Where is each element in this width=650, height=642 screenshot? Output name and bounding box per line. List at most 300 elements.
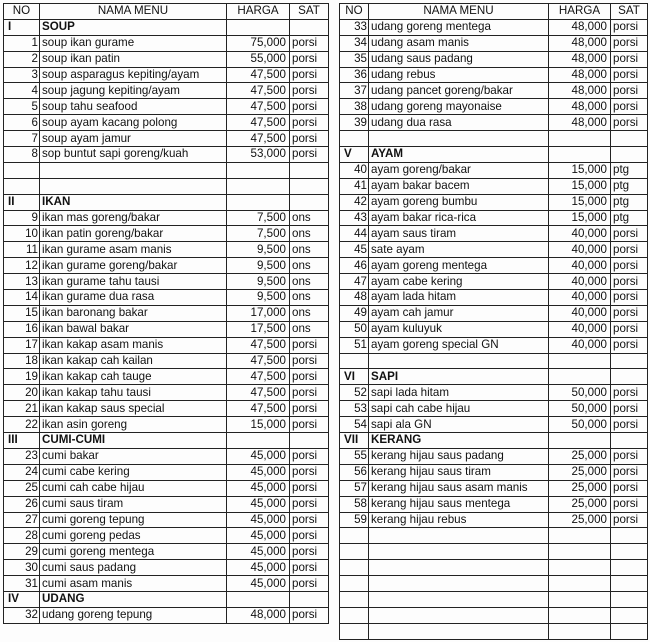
item-price: 47,500 [227, 67, 290, 83]
empty-cell [611, 131, 648, 147]
item-number: 42 [340, 194, 369, 210]
table-row [4, 290, 329, 306]
item-number: 3 [4, 67, 40, 83]
item-unit: porsi [290, 115, 329, 131]
item-price: 25,000 [549, 496, 611, 512]
section-number: II [4, 194, 40, 210]
item-price: 40,000 [549, 321, 611, 337]
item-number: 51 [340, 337, 369, 353]
item-unit: porsi [290, 99, 329, 115]
item-number: 47 [340, 274, 369, 290]
item-unit: porsi [611, 337, 648, 353]
item-price: 47,500 [227, 337, 290, 353]
item-number: 53 [340, 401, 369, 417]
table-row [340, 448, 648, 464]
item-unit: ptg [611, 194, 648, 210]
table-row [4, 35, 329, 51]
item-unit: porsi [611, 51, 648, 67]
table-row [4, 464, 329, 480]
item-name: ikan bawal bakar [40, 321, 227, 337]
item-number: 16 [4, 321, 40, 337]
empty-cell [340, 528, 369, 544]
item-name: cumi cah cabe hijau [40, 480, 227, 496]
empty-cell [340, 576, 369, 592]
empty-cell [227, 433, 290, 449]
item-unit: porsi [611, 401, 648, 417]
empty-cell [340, 353, 369, 369]
section-title: SOUP [40, 19, 227, 35]
item-price: 50,000 [549, 417, 611, 433]
empty-cell [549, 147, 611, 163]
item-name: ayam saus tiram [369, 226, 549, 242]
item-price: 45,000 [227, 448, 290, 464]
item-price: 40,000 [549, 305, 611, 321]
menu-table [339, 3, 648, 640]
table-row [4, 321, 329, 337]
item-price: 47,500 [227, 83, 290, 99]
section-number: VII [340, 433, 369, 449]
empty-cell [549, 528, 611, 544]
empty-cell [611, 623, 648, 639]
table-row [340, 385, 648, 401]
item-unit: ons [290, 258, 329, 274]
table-row [4, 226, 329, 242]
item-name: kerang hijau saus padang [369, 448, 549, 464]
table-row [340, 512, 648, 528]
empty-cell [369, 544, 549, 560]
item-price: 48,000 [549, 83, 611, 99]
item-name: soup ayam jamur [40, 131, 227, 147]
item-name: cumi saus tiram [40, 496, 227, 512]
table-row [340, 464, 648, 480]
item-unit: porsi [611, 496, 648, 512]
item-name: ikan baronang bakar [40, 305, 227, 321]
item-price: 15,000 [549, 210, 611, 226]
item-unit: ptg [611, 178, 648, 194]
table-row [4, 83, 329, 99]
item-name: soup ikan gurame [40, 35, 227, 51]
item-number: 38 [340, 99, 369, 115]
item-name: soup tahu seafood [40, 99, 227, 115]
item-name: cumi bakar [40, 448, 227, 464]
item-name: cumi asam manis [40, 576, 227, 592]
table-row [4, 51, 329, 67]
item-number: 13 [4, 274, 40, 290]
item-price: 7,500 [227, 210, 290, 226]
empty-cell [290, 178, 329, 194]
empty-cell [369, 353, 549, 369]
table-row [340, 19, 648, 35]
item-number: 5 [4, 99, 40, 115]
item-price: 25,000 [549, 512, 611, 528]
section-number: III [4, 433, 40, 449]
empty-cell [340, 560, 369, 576]
empty-cell [290, 19, 329, 35]
item-unit: porsi [290, 51, 329, 67]
item-name: kerang hijau saus mentega [369, 496, 549, 512]
menu-table-body [4, 19, 329, 623]
item-name: ikan kakap tahu tausi [40, 385, 227, 401]
header-menu: NAMA MENU [369, 4, 549, 20]
item-price: 15,000 [227, 417, 290, 433]
item-number: 15 [4, 305, 40, 321]
item-unit: porsi [611, 305, 648, 321]
item-price: 48,000 [549, 115, 611, 131]
item-unit: porsi [611, 274, 648, 290]
item-name: udang saus padang [369, 51, 549, 67]
item-price: 25,000 [549, 448, 611, 464]
item-number: 57 [340, 480, 369, 496]
item-number: 19 [4, 369, 40, 385]
item-price: 9,500 [227, 274, 290, 290]
table-row [4, 258, 329, 274]
table-row [4, 115, 329, 131]
item-price: 47,500 [227, 353, 290, 369]
item-name: sate ayam [369, 242, 549, 258]
item-number: 25 [4, 480, 40, 496]
item-price: 48,000 [549, 35, 611, 51]
item-unit: porsi [290, 131, 329, 147]
empty-cell [369, 576, 549, 592]
item-unit: porsi [290, 544, 329, 560]
item-unit: porsi [290, 576, 329, 592]
empty-cell [227, 178, 290, 194]
item-name: udang pancet goreng/bakar [369, 83, 549, 99]
item-name: udang dua rasa [369, 115, 549, 131]
blank-row [340, 591, 648, 607]
blank-row [4, 162, 329, 178]
empty-cell [549, 591, 611, 607]
empty-cell [611, 544, 648, 560]
item-name: ikan kakap saus special [40, 401, 227, 417]
item-price: 45,000 [227, 544, 290, 560]
item-number: 6 [4, 115, 40, 131]
table-row [340, 194, 648, 210]
item-name: udang asam manis [369, 35, 549, 51]
table-row [340, 417, 648, 433]
empty-cell [40, 178, 227, 194]
empty-cell [290, 433, 329, 449]
item-number: 10 [4, 226, 40, 242]
item-unit: ptg [611, 210, 648, 226]
item-unit: porsi [611, 115, 648, 131]
header-unit: SAT [611, 4, 648, 20]
item-number: 7 [4, 131, 40, 147]
item-unit: porsi [290, 448, 329, 464]
item-name: ikan kakap asam manis [40, 337, 227, 353]
empty-cell [611, 607, 648, 623]
item-unit: porsi [611, 19, 648, 35]
empty-cell [290, 591, 329, 607]
item-name: ikan asin goreng [40, 417, 227, 433]
item-number: 24 [4, 464, 40, 480]
table-row [4, 337, 329, 353]
header-price: HARGA [549, 4, 611, 20]
item-number: 26 [4, 496, 40, 512]
empty-cell [549, 560, 611, 576]
table-row [340, 226, 648, 242]
item-name: ayam goreng mentega [369, 258, 549, 274]
table-row [4, 528, 329, 544]
table-header-row [4, 4, 329, 20]
table-row [340, 178, 648, 194]
item-name: ikan gurame goreng/bakar [40, 258, 227, 274]
table-row [4, 401, 329, 417]
empty-cell [611, 369, 648, 385]
table-row [340, 290, 648, 306]
empty-cell [340, 131, 369, 147]
item-unit: ons [290, 290, 329, 306]
item-price: 25,000 [549, 464, 611, 480]
item-unit: ons [290, 305, 329, 321]
item-name: ikan patin goreng/bakar [40, 226, 227, 242]
header-menu: NAMA MENU [40, 4, 227, 20]
empty-cell [290, 194, 329, 210]
header-no: NO [4, 4, 40, 20]
table-row [340, 67, 648, 83]
menu-table-right [339, 3, 647, 640]
item-name: udang goreng mentega [369, 19, 549, 35]
empty-cell [611, 147, 648, 163]
table-row [4, 544, 329, 560]
table-row [4, 512, 329, 528]
item-unit: porsi [611, 290, 648, 306]
table-row [340, 162, 648, 178]
empty-cell [549, 353, 611, 369]
table-row [340, 242, 648, 258]
item-name: ikan gurame asam manis [40, 242, 227, 258]
item-unit: ons [290, 226, 329, 242]
empty-cell [549, 544, 611, 560]
blank-row [340, 623, 648, 639]
table-row [340, 51, 648, 67]
table-row [4, 210, 329, 226]
blank-row [340, 131, 648, 147]
section-number: I [4, 19, 40, 35]
item-name: udang goreng mayonaise [369, 99, 549, 115]
item-price: 50,000 [549, 401, 611, 417]
section-number: IV [4, 591, 40, 607]
menu-table [3, 3, 329, 624]
item-name: soup asparagus kepiting/ayam [40, 67, 227, 83]
item-unit: porsi [290, 528, 329, 544]
empty-cell [369, 560, 549, 576]
table-row [340, 258, 648, 274]
item-number: 44 [340, 226, 369, 242]
empty-cell [549, 369, 611, 385]
item-number: 49 [340, 305, 369, 321]
item-name: soup ikan patin [40, 51, 227, 67]
item-price: 45,000 [227, 496, 290, 512]
section-title: UDANG [40, 591, 227, 607]
empty-cell [290, 162, 329, 178]
item-price: 40,000 [549, 258, 611, 274]
item-name: kerang hijau rebus [369, 512, 549, 528]
item-number: 52 [340, 385, 369, 401]
item-number: 43 [340, 210, 369, 226]
empty-cell [549, 433, 611, 449]
table-row [340, 305, 648, 321]
table-header-row [340, 4, 648, 20]
item-number: 31 [4, 576, 40, 592]
item-price: 15,000 [549, 162, 611, 178]
item-number: 35 [340, 51, 369, 67]
item-name: ayam goreng bumbu [369, 194, 549, 210]
item-name: kerang hijau saus asam manis [369, 480, 549, 496]
table-row [340, 337, 648, 353]
item-price: 40,000 [549, 274, 611, 290]
empty-cell [549, 607, 611, 623]
table-row [4, 274, 329, 290]
empty-cell [549, 576, 611, 592]
item-number: 8 [4, 147, 40, 163]
item-price: 50,000 [549, 385, 611, 401]
item-name: ayam bakar bacem [369, 178, 549, 194]
empty-cell [549, 623, 611, 639]
item-name: sapi ala GN [369, 417, 549, 433]
item-price: 47,500 [227, 385, 290, 401]
item-number: 28 [4, 528, 40, 544]
item-number: 58 [340, 496, 369, 512]
item-number: 12 [4, 258, 40, 274]
item-price: 45,000 [227, 528, 290, 544]
item-unit: porsi [290, 480, 329, 496]
item-price: 40,000 [549, 337, 611, 353]
item-name: kerang hijau saus tiram [369, 464, 549, 480]
item-number: 17 [4, 337, 40, 353]
item-price: 55,000 [227, 51, 290, 67]
item-unit: porsi [611, 35, 648, 51]
item-unit: porsi [290, 401, 329, 417]
table-row [340, 496, 648, 512]
table-row [4, 369, 329, 385]
header-price: HARGA [227, 4, 290, 20]
item-name: cumi goreng mentega [40, 544, 227, 560]
empty-cell [611, 528, 648, 544]
item-name: udang rebus [369, 67, 549, 83]
item-price: 45,000 [227, 512, 290, 528]
item-unit: porsi [611, 448, 648, 464]
item-unit: porsi [611, 480, 648, 496]
item-name: ayam goreng special GN [369, 337, 549, 353]
item-name: cumi cabe kering [40, 464, 227, 480]
item-unit: ons [290, 321, 329, 337]
empty-cell [340, 591, 369, 607]
item-unit: porsi [290, 35, 329, 51]
section-header-row [4, 433, 329, 449]
item-unit: ons [290, 274, 329, 290]
item-price: 45,000 [227, 464, 290, 480]
table-row [4, 305, 329, 321]
item-number: 50 [340, 321, 369, 337]
empty-cell [611, 560, 648, 576]
section-title: CUMI-CUMI [40, 433, 227, 449]
item-unit: porsi [611, 67, 648, 83]
item-unit: ons [290, 242, 329, 258]
empty-cell [611, 433, 648, 449]
empty-cell [340, 623, 369, 639]
item-number: 4 [4, 83, 40, 99]
blank-row [340, 560, 648, 576]
item-unit: porsi [290, 607, 329, 623]
empty-cell [549, 131, 611, 147]
item-price: 45,000 [227, 480, 290, 496]
table-row [4, 353, 329, 369]
table-row [4, 480, 329, 496]
item-unit: porsi [611, 83, 648, 99]
empty-cell [369, 131, 549, 147]
item-name: ikan mas goreng/bakar [40, 210, 227, 226]
table-row [4, 448, 329, 464]
section-header-row [4, 194, 329, 210]
item-price: 47,500 [227, 369, 290, 385]
empty-cell [40, 162, 227, 178]
item-unit: porsi [611, 417, 648, 433]
item-unit: porsi [290, 83, 329, 99]
table-row [4, 496, 329, 512]
item-unit: porsi [611, 99, 648, 115]
empty-cell [369, 528, 549, 544]
item-name: ayam kuluyuk [369, 321, 549, 337]
table-row [340, 210, 648, 226]
item-price: 48,000 [549, 99, 611, 115]
header-unit: SAT [290, 4, 329, 20]
item-name: ayam bakar rica-rica [369, 210, 549, 226]
table-row [4, 242, 329, 258]
item-price: 9,500 [227, 242, 290, 258]
empty-cell [611, 353, 648, 369]
item-price: 17,000 [227, 305, 290, 321]
item-unit: porsi [290, 496, 329, 512]
item-number: 21 [4, 401, 40, 417]
empty-cell [611, 576, 648, 592]
item-number: 45 [340, 242, 369, 258]
item-price: 25,000 [549, 480, 611, 496]
item-unit: porsi [290, 417, 329, 433]
item-number: 29 [4, 544, 40, 560]
table-row [340, 274, 648, 290]
section-title: SAPI [369, 369, 549, 385]
item-unit: porsi [290, 369, 329, 385]
item-price: 15,000 [549, 194, 611, 210]
item-number: 11 [4, 242, 40, 258]
table-row [4, 385, 329, 401]
table-row [340, 480, 648, 496]
item-unit: porsi [611, 321, 648, 337]
item-number: 39 [340, 115, 369, 131]
item-number: 2 [4, 51, 40, 67]
item-unit: porsi [611, 226, 648, 242]
item-unit: porsi [290, 147, 329, 163]
section-header-row [340, 147, 648, 163]
item-name: ikan kakap cah kailan [40, 353, 227, 369]
empty-cell [611, 591, 648, 607]
header-no: NO [340, 4, 369, 20]
item-number: 27 [4, 512, 40, 528]
blank-row [340, 353, 648, 369]
item-unit: ons [290, 210, 329, 226]
section-title: AYAM [369, 147, 549, 163]
item-name: udang goreng tepung [40, 607, 227, 623]
item-price: 48,000 [549, 67, 611, 83]
item-unit: ptg [611, 162, 648, 178]
table-row [4, 576, 329, 592]
item-name: ayam cah jamur [369, 305, 549, 321]
item-price: 9,500 [227, 290, 290, 306]
item-number: 30 [4, 560, 40, 576]
item-price: 45,000 [227, 560, 290, 576]
item-price: 17,500 [227, 321, 290, 337]
